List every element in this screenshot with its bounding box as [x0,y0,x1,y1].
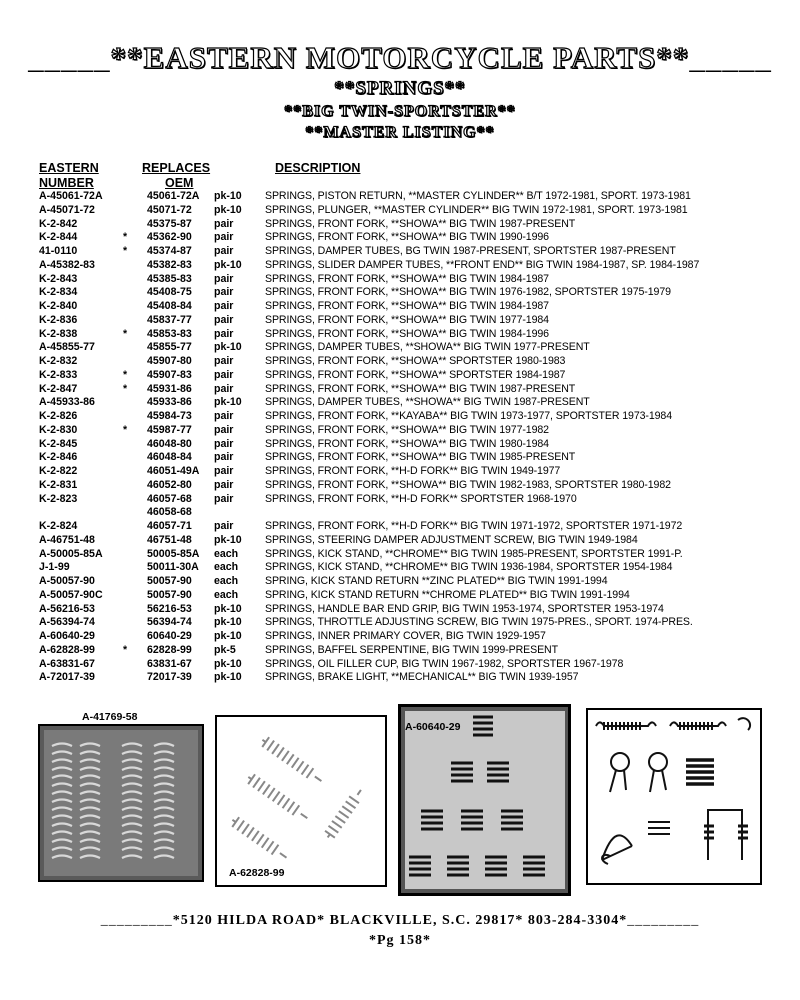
table-row [0,231,800,245]
table-row [0,218,800,232]
package-quantity: pair [214,478,234,491]
package-quantity: pk-10 [214,671,242,684]
part-description: SPRINGS, INNER PRIMARY COVER, BIG TWIN 1929-1957 [265,630,546,642]
table-row [0,493,800,507]
part-number: A-62828-99 [39,643,95,656]
table-row [0,438,800,452]
part-number: A-46751-48 [39,533,95,546]
package-quantity: pk-10 [214,602,242,615]
part-description: SPRINGS, FRONT FORK, **SHOWA** SPORTSTER 1980-1983 [265,355,566,367]
part-description: SPRINGS, FRONT FORK, **SHOWA** BIG TWIN 1985-PRESENT [265,451,576,464]
part-number: K-2-846 [39,451,78,464]
col-replaces: REPLACES [142,161,211,175]
part-description: SPRING, KICK STAND RETURN **ZINC PLATED** BIG TWIN 1991-1994 [265,575,608,587]
table-row [0,245,800,259]
part-description: SPRINGS, SLIDER DAMPER TUBES, **FRONT END** BIG TWIN 1984-1987, SP. 1984-1987 [265,258,700,271]
oem-number: 45853-83 [147,327,192,340]
part-number: K-2-831 [39,478,78,491]
part-number: K-2-847 [39,382,78,395]
table-row [0,369,800,383]
oem-number: 46051-49A [147,465,200,477]
oem-number: 45987-77 [147,423,192,436]
oem-number: 46057-68 [147,492,192,505]
part-number: A-45855-77 [39,341,95,354]
table-row [0,341,800,355]
table-row [0,259,800,273]
package-quantity: pair [214,437,234,450]
table-row [0,204,800,218]
package-quantity: pk-10 [214,203,242,216]
package-quantity: pair [214,423,234,436]
photo-label-a41769: A-41769-58 [82,711,138,723]
part-number: 41-0110 [39,245,78,257]
oem-number: 45374-87 [147,245,192,257]
photo-label-a60640: A-60640-29 [405,721,461,733]
part-number: A-45071-72 [39,203,95,216]
package-quantity: pk-10 [214,341,242,354]
part-number: K-2-844 [39,231,78,244]
package-quantity: each [214,561,239,574]
oem-number: 46052-80 [147,478,192,491]
table-row [0,383,800,397]
part-description: SPRINGS, FRONT FORK, **SHOWA** BIG TWIN 1984-1987 [265,300,549,312]
oem-number: 56216-53 [147,602,192,615]
part-number: J-1-99 [39,561,70,574]
part-description: SPRINGS, FRONT FORK, **SHOWA** BIG TWIN 1977-1982 [265,423,549,436]
category-title: **SPRINGS** [334,78,466,99]
part-number: A-56394-74 [39,616,95,629]
table-row [0,410,800,424]
company-title: _____**EASTERN MOTORCYCLE PARTS**_____ [28,40,772,75]
oem-number: 46058-68 [147,506,192,519]
table-row [0,314,800,328]
part-description: SPRINGS, BRAKE LIGHT, **MECHANICAL** BIG TWIN 1939-1957 [265,671,579,684]
part-number: K-2-840 [39,300,78,312]
part-description: SPRINGS, FRONT FORK, **SHOWA** BIG TWIN 1984-1996 [265,327,549,340]
oem-number: 60640-29 [147,630,192,642]
part-number: A-60640-29 [39,630,95,642]
springs-photo-3 [401,707,568,893]
part-number: K-2-836 [39,313,78,326]
package-quantity: each [214,588,239,601]
part-description: SPRINGS, BAFFEL SERPENTINE, BIG TWIN 1999-PRESENT [265,643,558,656]
part-number: A-50057-90 [39,575,95,587]
part-description: SPRING, KICK STAND RETURN **CHROME PLATED** BIG TWIN 1991-1994 [265,588,630,601]
table-row [0,658,800,672]
part-number: K-2-834 [39,286,78,299]
oem-number: 56394-74 [147,616,192,629]
part-description: SPRINGS, PISTON RETURN, **MASTER CYLINDER** B/T 1972-1981, SPORT. 1973-1981 [265,190,691,202]
photo-label-a62828: A-62828-99 [229,867,285,879]
part-description: SPRINGS, FRONT FORK, **KAYABA** BIG TWIN 1973-1977, SPORTSTER 1973-1984 [265,410,672,422]
package-quantity: pair [214,355,234,367]
package-quantity: pair [214,286,234,299]
new-item-marker: * [123,231,128,244]
models-title: **BIG TWIN-SPORTSTER** [284,103,516,120]
table-row [0,451,800,465]
part-number: K-2-843 [39,272,78,285]
part-number: K-2-832 [39,355,78,367]
part-number: K-2-823 [39,492,78,505]
package-quantity: pair [214,465,234,477]
oem-number: 45408-75 [147,286,192,299]
part-description: SPRINGS, FRONT FORK, **SHOWA** BIG TWIN 1982-1983, SPORTSTER 1980-1982 [265,478,671,491]
part-number: K-2-842 [39,217,78,230]
package-quantity: pair [214,313,234,326]
part-description: SPRINGS, FRONT FORK, **SHOWA** SPORTSTER 1984-1987 [265,368,566,381]
oem-number: 45933-86 [147,396,192,409]
table-row [0,190,800,204]
photo-baffle-springs [215,715,387,887]
part-number: K-2-830 [39,423,78,436]
table-row [0,465,800,479]
oem-number: 45071-72 [147,203,192,216]
footer-address-line: _________*5120 HILDA ROAD* BLACKVILLE, S.C. 29817* 803-284-3304*_________ [100,913,700,928]
col-description: DESCRIPTION [275,161,361,175]
part-description: SPRINGS, FRONT FORK, **SHOWA** BIG TWIN 1976-1982, SPORTSTER 1975-1979 [265,286,671,299]
table-row [0,286,800,300]
new-item-marker: * [123,368,128,381]
package-quantity: pk-10 [214,396,242,409]
table-row [0,534,800,548]
table-row [0,548,800,562]
package-quantity: pk-10 [214,616,242,629]
package-quantity: pk-10 [214,258,242,271]
package-quantity: pair [214,410,234,422]
part-description: SPRINGS, KICK STAND, **CHROME** BIG TWIN 1936-1984, SPORTSTER 1954-1984 [265,561,673,574]
package-quantity: pair [214,368,234,381]
part-description: SPRINGS, FRONT FORK, **SHOWA** BIG TWIN 1977-1984 [265,313,549,326]
table-row [0,630,800,644]
oem-number: 50057-90 [147,588,192,601]
part-number: K-2-845 [39,437,78,450]
part-number: A-63831-67 [39,657,95,670]
oem-number: 72017-39 [147,671,192,684]
oem-number: 45855-77 [147,341,192,354]
oem-number: 50005-85A [147,547,200,560]
part-description: SPRINGS, KICK STAND, **CHROME** BIG TWIN 1985-PRESENT, SPORTSTER 1991-P. [265,547,683,560]
footer-address: *5120 HILDA ROAD* BLACKVILLE, S.C. 29817* 803-284-3304* [172,913,628,928]
oem-number: 45375-87 [147,217,192,230]
oem-number: 45061-72A [147,190,200,202]
table-row [0,644,800,658]
part-number: A-72017-39 [39,671,95,684]
part-description: SPRINGS, DAMPER TUBES, **SHOWA** BIG TWIN 1987-PRESENT [265,396,590,409]
oem-number: 45382-83 [147,258,192,271]
table-row [0,273,800,287]
footer-page: *Pg 158* [368,933,432,948]
oem-number: 45931-86 [147,382,192,395]
oem-number: 46057-71 [147,520,192,532]
new-item-marker: * [123,382,128,395]
oem-number: 45907-80 [147,355,192,367]
table-row [0,396,800,410]
part-number: A-50005-85A [39,547,103,560]
package-quantity: pk-10 [214,190,242,202]
oem-number: 46751-48 [147,533,192,546]
table-row [0,520,800,534]
col-eastern: EASTERN [39,161,99,175]
package-quantity: pair [214,217,234,230]
package-quantity: pk-5 [214,643,236,656]
package-quantity: pk-10 [214,657,242,670]
table-row [0,589,800,603]
table-row [0,328,800,342]
package-quantity: pair [214,300,234,312]
table-row [0,300,800,314]
part-description: SPRINGS, FRONT FORK, **SHOWA** BIG TWIN 1987-PRESENT [265,382,576,395]
oem-number: 50011-30A [147,561,199,574]
table-row [0,506,800,520]
part-number: K-2-824 [39,520,78,532]
table-row [0,479,800,493]
part-description: SPRINGS, PLUNGER, **MASTER CYLINDER** BIG TWIN 1972-1981, SPORT. 1973-1981 [265,203,688,216]
part-number: A-45933-86 [39,396,95,409]
part-number: K-2-833 [39,368,78,381]
package-quantity: pair [214,231,234,244]
part-description: SPRINGS, FRONT FORK, **SHOWA** BIG TWIN 1990-1996 [265,231,549,244]
table-row [0,424,800,438]
table-row [0,561,800,575]
part-description: SPRINGS, HANDLE BAR END GRIP, BIG TWIN 1953-1974, SPORTSTER 1953-1974 [265,602,664,615]
photo-primary-cover-springs [398,704,571,896]
oem-number: 50057-90 [147,575,192,587]
part-number: K-2-822 [39,465,78,477]
part-description: SPRINGS, FRONT FORK, **H-D FORK** BIG TWIN 1971-1972, SPORTSTER 1971-1972 [265,520,683,532]
part-description: SPRINGS, OIL FILLER CUP, BIG TWIN 1967-1982, SPORTSTER 1967-1978 [265,657,624,670]
col-number: NUMBER [39,176,94,190]
photo-long-springs [38,724,204,882]
part-description: SPRINGS, FRONT FORK, **H-D FORK** BIG TWIN 1949-1977 [265,465,561,477]
package-quantity: pk-10 [214,630,242,642]
oem-number: 45984-73 [147,410,192,422]
part-description: SPRINGS, FRONT FORK, **SHOWA** BIG TWIN 1987-PRESENT [265,217,576,230]
package-quantity: pair [214,492,234,505]
col-oem: OEM [165,176,194,190]
oem-number: 45362-90 [147,231,192,244]
oem-number: 45385-83 [147,272,192,285]
new-item-marker: * [123,327,128,340]
package-quantity: pair [214,327,234,340]
part-description: SPRINGS, FRONT FORK, **SHOWA** BIG TWIN 1984-1987 [265,272,549,285]
oem-number: 46048-80 [147,437,192,450]
part-number: A-45061-72A [39,190,103,202]
part-number: A-56216-53 [39,602,95,615]
package-quantity: pair [214,520,234,532]
package-quantity: pair [214,382,234,395]
part-description: SPRINGS, THROTTLE ADJUSTING SCREW, BIG TWIN 1975-PRES., SPORT. 1974-PRES. [265,616,693,629]
oem-number: 45837-77 [147,313,192,326]
oem-number: 63831-67 [147,657,192,670]
oem-number: 45907-83 [147,368,192,381]
listing-title: **MASTER LISTING** [305,124,495,141]
new-item-marker: * [123,423,128,436]
oem-number: 45408-84 [147,300,192,312]
part-number: K-2-838 [39,327,78,340]
part-description: SPRINGS, DAMPER TUBES, BG TWIN 1987-PRESENT, SPORTSTER 1987-PRESENT [265,245,676,257]
oem-number: 62828-99 [147,643,192,656]
part-description: SPRINGS, FRONT FORK, **SHOWA** BIG TWIN 1980-1984 [265,437,549,450]
package-quantity: each [214,547,239,560]
part-description: SPRINGS, FRONT FORK, **H-D FORK** SPORTSTER 1968-1970 [265,492,577,505]
table-row [0,671,800,685]
part-number: A-50057-90C [39,588,103,601]
package-quantity: pair [214,451,234,464]
package-quantity: pair [214,272,234,285]
package-quantity: pk-10 [214,533,242,546]
table-row [0,616,800,630]
package-quantity: each [214,575,239,587]
new-item-marker: * [123,643,128,656]
part-description: SPRINGS, DAMPER TUBES, **SHOWA** BIG TWIN 1977-PRESENT [265,341,590,354]
company-name: **EASTERN MOTORCYCLE PARTS** [110,40,690,75]
oem-number: 46048-84 [147,451,192,464]
springs-photo-4 [588,710,760,883]
table-row [0,575,800,589]
springs-photo-2 [217,717,385,885]
part-description: SPRINGS, STEERING DAMPER ADJUSTMENT SCREW, BIG TWIN 1949-1984 [265,533,638,546]
part-number: A-45382-83 [39,258,95,271]
table-row [0,603,800,617]
parts-table [0,190,800,685]
part-number: K-2-826 [39,410,78,422]
springs-photo-1 [40,726,202,880]
package-quantity: pair [214,245,234,257]
table-row [0,355,800,369]
photo-assorted-springs [586,708,762,885]
new-item-marker: * [123,245,128,257]
